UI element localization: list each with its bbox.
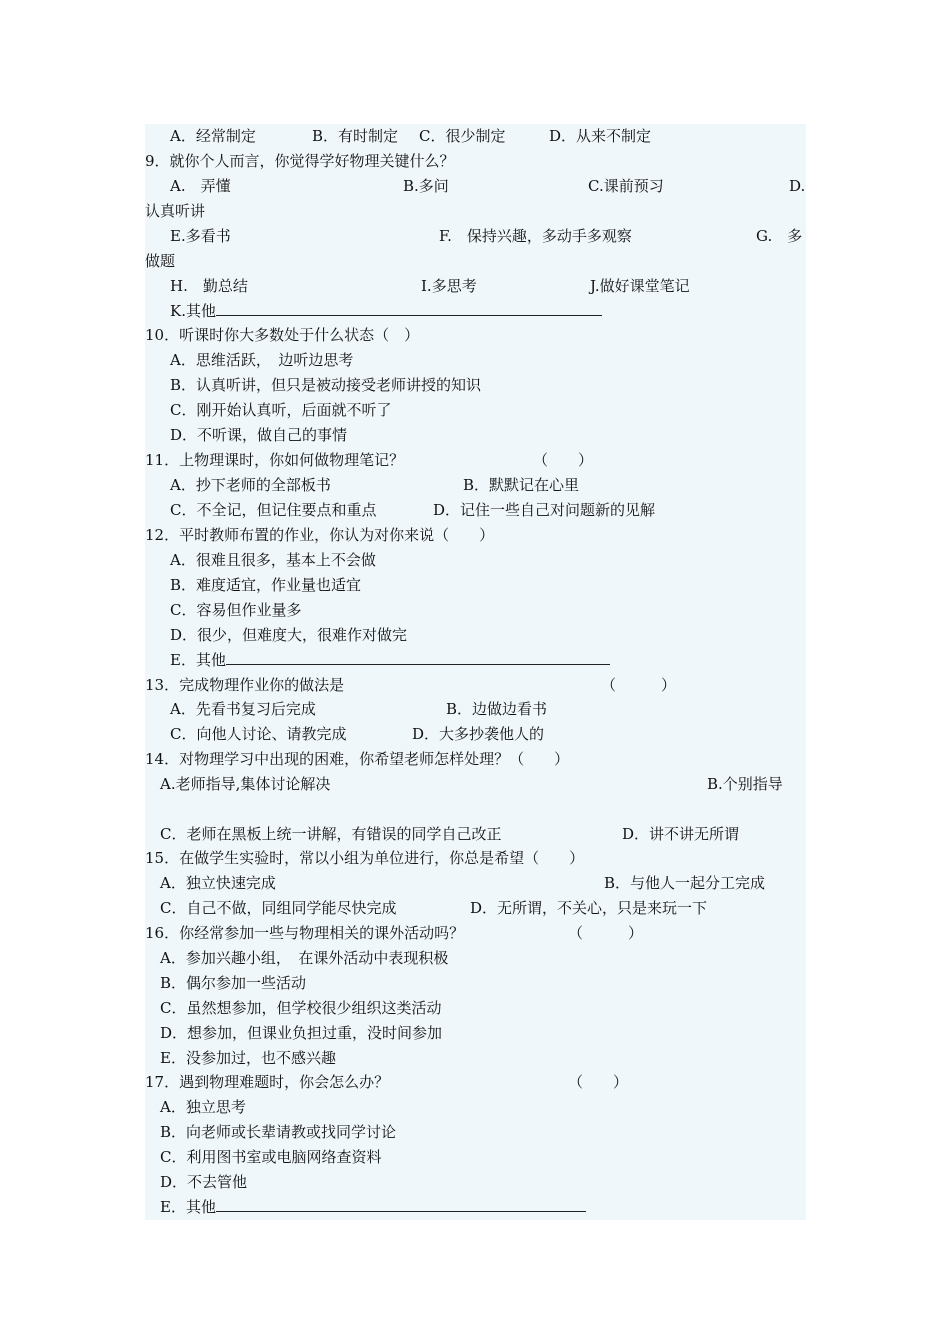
- q14-option-b: B.个别指导: [707, 775, 783, 793]
- q15-stem: 15．在做学生实验时，常以小组为单位进行，你总是希望（ ）: [145, 849, 585, 867]
- q13-option-c: C．向他人讨论、请教完成: [170, 725, 347, 743]
- q16-answer-paren: （ ）: [568, 924, 644, 942]
- q12-option-e-label: E．其他: [170, 651, 226, 669]
- q17-option-c: C．利用图书室或电脑网络查资料: [160, 1148, 382, 1166]
- q13-option-a: A．先看书复习后完成: [170, 700, 316, 718]
- q10-option-c: C．刚开始认真听，后面就不听了: [170, 401, 392, 419]
- q9-option-i: I.多思考: [421, 277, 477, 295]
- q9-option-f: F. 保持兴趣，多动手多观察: [439, 227, 632, 245]
- q12-option-b: B．难度适宜，作业量也适宜: [170, 576, 362, 594]
- q17-stem: 17．遇到物理难题时，你会怎么办？: [145, 1073, 390, 1091]
- q14-option-a: A.老师指导,集体讨论解决: [160, 775, 331, 793]
- q8-option-a: A．经常制定: [170, 127, 256, 145]
- q16-stem: 16．你经常参加一些与物理相关的课外活动吗？: [145, 924, 465, 942]
- q12-option-e: [170, 650, 610, 670]
- q9-stem: 9．就你个人而言，你觉得学好物理关键什么？: [145, 152, 455, 170]
- q9-other-blank[interactable]: [216, 301, 602, 316]
- q11-option-d: D．记住一些自己对问题新的见解: [433, 501, 656, 519]
- q17-option-e: [160, 1197, 586, 1217]
- q13-option-d: D．大多抄袭他人的: [412, 725, 545, 743]
- q9-option-a: A. 弄懂: [170, 177, 231, 195]
- q12-option-d: D．很少，但难度大，很难作对做完: [170, 626, 408, 644]
- q17-option-a: A．独立思考: [160, 1098, 246, 1116]
- q11-option-b: B．默默记在心里: [463, 476, 580, 494]
- q16-option-d: D．想参加，但课业负担过重，没时间参加: [160, 1024, 443, 1042]
- q9-option-b: B.多问: [403, 177, 449, 195]
- q14-option-d: D．讲不讲无所谓: [622, 825, 740, 843]
- q9-option-c: C.课前预习: [588, 177, 664, 195]
- q15-option-c: C．自己不做，同组同学能尽快完成: [160, 899, 397, 917]
- q9-option-k: [170, 301, 602, 321]
- q12-option-c: C．容易但作业量多: [170, 601, 302, 619]
- q12-stem: 12．平时教师布置的作业，你认为对你来说（ ）: [145, 526, 495, 544]
- q16-option-c: C．虽然想参加，但学校很少组织这类活动: [160, 999, 442, 1017]
- q13-option-b: B．边做边看书: [446, 700, 548, 718]
- q17-option-b: B．向老师或长辈请教或找同学讨论: [160, 1123, 397, 1141]
- q11-answer-paren: （ ）: [533, 451, 594, 469]
- q8-option-d: D．从来不制定: [549, 127, 652, 145]
- q16-option-b: B．偶尔参加一些活动: [160, 974, 307, 992]
- q10-option-b: B．认真听讲，但只是被动接受老师讲授的知识: [170, 376, 482, 394]
- q9-option-j: J.做好课堂笔记: [590, 277, 690, 295]
- q10-option-d: D．不听课，做自己的事情: [170, 426, 348, 444]
- q16-option-a: A．参加兴趣小组， 在课外活动中表现积极: [160, 949, 449, 967]
- q17-option-d: D．不去管他: [160, 1173, 248, 1191]
- q11-option-a: A．抄下老师的全部板书: [170, 476, 331, 494]
- q9-option-h: H. 勤总结: [170, 277, 248, 295]
- q14-stem: 14．对物理学习中出现的困难，你希望老师怎样处理？（ ）: [145, 750, 570, 768]
- q17-answer-paren: （ ）: [568, 1073, 629, 1091]
- q9-option-e: E.多看书: [170, 227, 231, 245]
- q11-option-c: C．不全记，但记住要点和重点: [170, 501, 377, 519]
- q8-option-c: C．很少制定: [419, 127, 506, 145]
- q9-option-d-head: D.: [789, 177, 806, 195]
- q13-answer-paren: （ ）: [601, 676, 677, 694]
- q8-option-b: B．有时制定: [312, 127, 399, 145]
- q12-option-a: A．很难且很多，基本上不会做: [170, 551, 376, 569]
- q15-option-d: D．无所谓，不关心，只是来玩一下: [470, 899, 708, 917]
- q15-option-b: B．与他人一起分工完成: [604, 874, 766, 892]
- q13-stem: 13．完成物理作业你的做法是: [145, 676, 345, 694]
- q15-option-a: A．独立快速完成: [160, 874, 276, 892]
- q9-option-k-label: K.其他: [170, 302, 216, 320]
- q11-stem: 11．上物理课时，你如何做物理笔记？: [145, 451, 405, 469]
- q14-option-c: C．老师在黑板上统一讲解，有错误的同学自己改正: [160, 825, 502, 843]
- q9-option-g-head: G. 多: [756, 227, 803, 245]
- q17-option-e-label: E．其他: [160, 1198, 216, 1216]
- q10-option-a: A．思维活跃， 边听边思考: [170, 351, 354, 369]
- q12-other-blank[interactable]: [226, 650, 610, 665]
- q10-stem: 10．听课时你大多数处于什么状态（ ）: [145, 326, 420, 344]
- q9-option-d-tail: 认真听讲: [145, 202, 206, 220]
- q16-option-e: E．没参加过，也不感兴趣: [160, 1049, 336, 1067]
- q17-other-blank[interactable]: [216, 1197, 586, 1212]
- q9-option-g-tail: 做题: [145, 252, 176, 270]
